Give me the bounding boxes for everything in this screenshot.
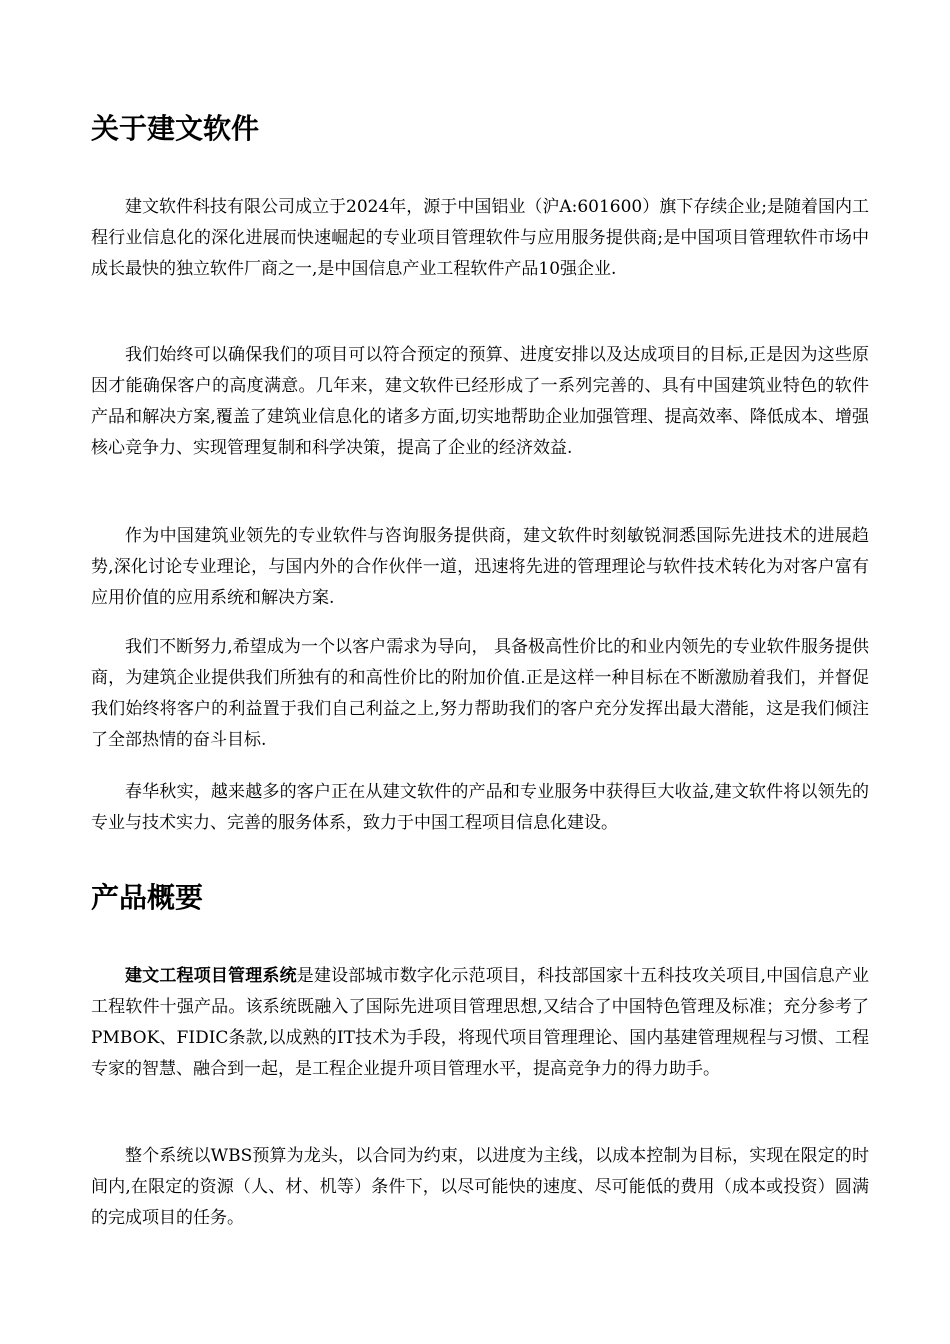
about-paragraph-1: 建文软件科技有限公司成立于2024年，源于中国铝业（沪A:601600）旗下存续企业;是随着国内工程行业信息化的深化进展而快速崛起的专业项目管理软件与应用服务提供商;是中国项目管理软件市场中成长最快的独立软件厂商之一,是中国信息产业工程软件产品10强企业. — [91, 197, 869, 279]
section-title-product: 产品概要 — [91, 881, 204, 914]
product-name: 建文工程项目管理系统 — [125, 966, 297, 986]
about-paragraph-4: 我们不断努力,希望成为一个以客户需求为导向， 具备极高性价比的和业内领先的专业软件服务提供商，为建筑企业提供我们所独有的和高性价比的附加价值.正是这样一种目标在不断激励着我们，并督促我们始终将客户的利益置于我们自己利益之上,努力帮助我们的客户充分发挥出最大潜能，这是我们倾注了全部热情的奋斗目标. — [91, 637, 869, 750]
about-paragraph-2: 我们始终可以确保我们的项目可以符合预定的预算、进度安排以及达成项目的目标,正是因为这些原因才能确保客户的高度满意。几年来，建文软件已经形成了一系列完善的、具有中国建筑业特色的软件产品和解决方案,覆盖了建筑业信息化的诸多方面,切实地帮助企业加强管理、提高效率、降低成本、增强核心竞争力、实现管理复制和科学决策，提高了企业的经济效益. — [91, 345, 869, 458]
product-description: 是建设部城市数字化示范项目，科技部国家十五科技攻关项目,中国信息产业工程软件十强产品。该系统既融入了国际先进项目管理思想,又结合了中国特色管理及标准；充分参考了PMBOK、FIDIC条款,以成熟的IT技术为手段，将现代项目管理理论、国内基建管理规程与习惯、工程专家的智慧、融合到一起，是工程企业提升项目管理水平，提高竞争力的得力助手。 — [91, 966, 869, 1079]
about-paragraph-3: 作为中国建筑业领先的专业软件与咨询服务提供商，建文软件时刻敏锐洞悉国际先进技术的进展趋势,深化讨论专业理论，与国内外的合作伙伴一道，迅速将先进的管理理论与软件技术转化为对客户富有应用价值的应用系统和解决方案. — [91, 526, 869, 608]
product-paragraph-1 — [91, 961, 869, 1085]
about-paragraph-5: 春华秋实，越来越多的客户正在从建文软件的产品和专业服务中获得巨大收益,建文软件将以领先的专业与技术实力、完善的服务体系，致力于中国工程项目信息化建设。 — [91, 782, 869, 833]
product-paragraph-2: 整个系统以WBS预算为龙头，以合同为约束，以进度为主线，以成本控制为目标，实现在限定的时间内,在限定的资源（人、材、机等）条件下，以尽可能快的速度、尽可能低的费用（成本或投资）圆满的完成项目的任务。 — [91, 1146, 869, 1228]
section-title-about: 关于建文软件 — [91, 112, 260, 145]
